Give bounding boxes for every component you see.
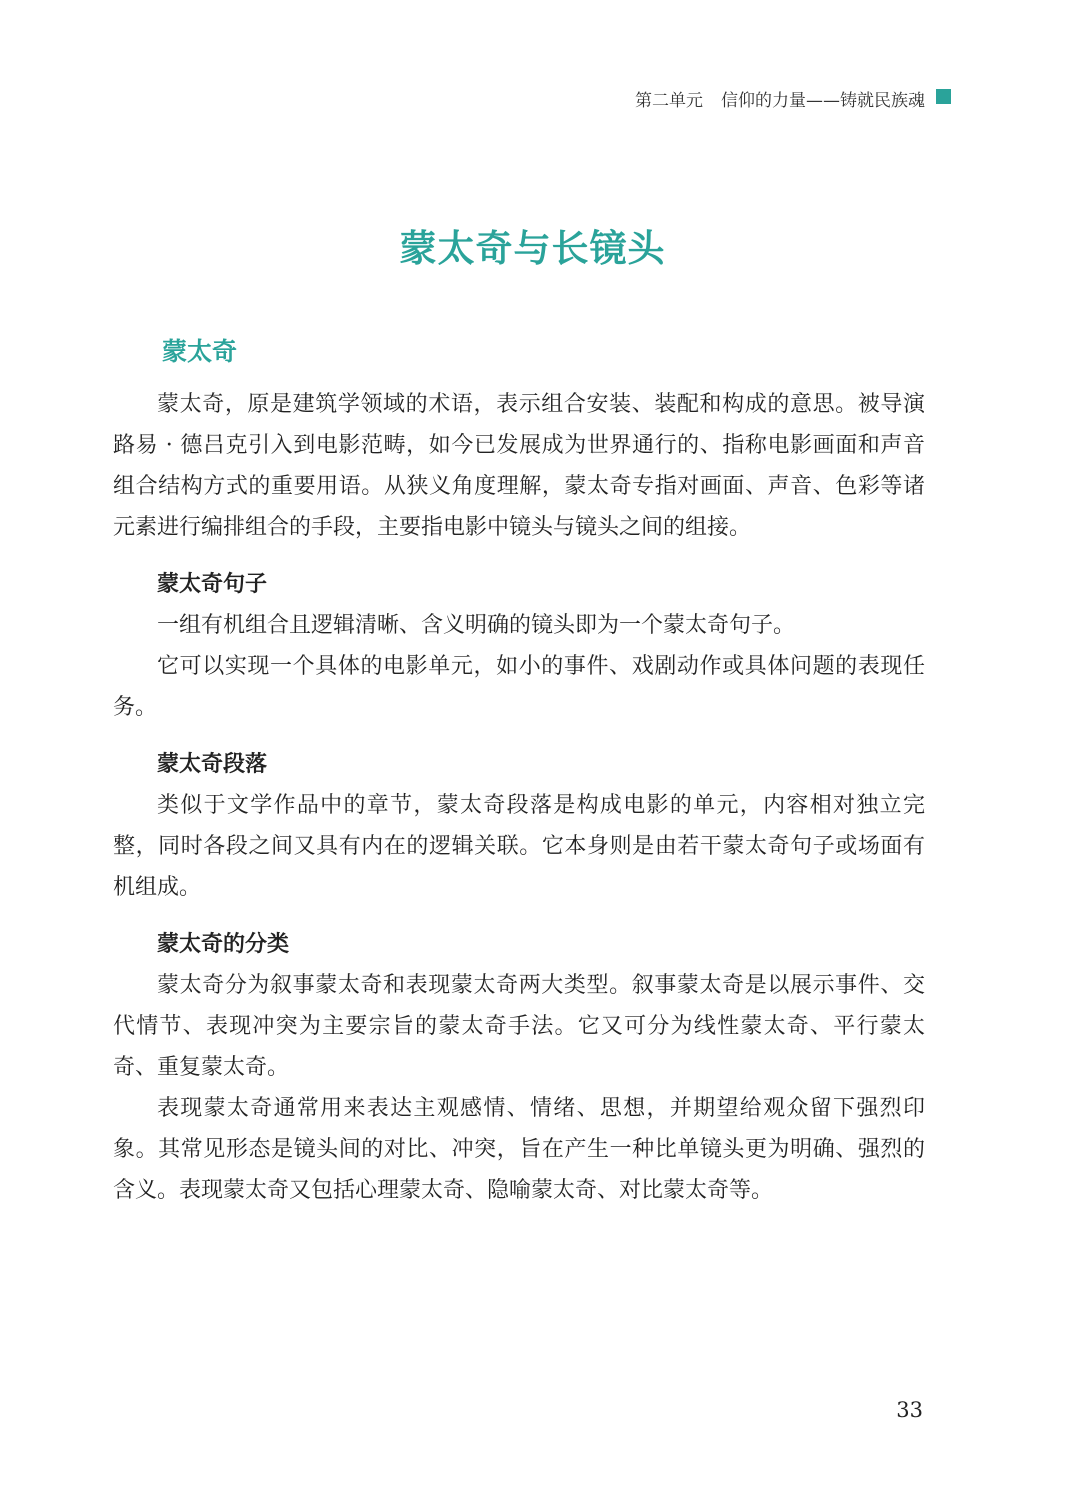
header-subtitle: 信仰的力量——铸就民族魂	[721, 91, 925, 111]
page-title: 蒙太奇与长镜头	[399, 226, 666, 270]
paragraph: 表现蒙太奇通常用来表达主观感情、情绪、思想，并期望给观众留下强烈印象。其常见形态是镜头间的对比、冲突，旨在产生一种比单镜头更为明确、强烈的含义。表现蒙太奇又包括心理蒙太奇、隐喻蒙太奇、对比蒙太奇等。	[113, 1096, 925, 1203]
header-square-icon	[936, 89, 951, 104]
header-unit: 第二单元	[635, 91, 703, 111]
body-content	[113, 384, 925, 1211]
subsection-heading-classification: 蒙太奇的分类	[157, 931, 290, 957]
page-number: 33	[896, 1398, 923, 1422]
paragraph: 它可以实现一个具体的电影单元，如小的事件、戏剧动作或具体问题的表现任务。	[113, 654, 925, 720]
subsection-heading-sentence: 蒙太奇句子	[157, 571, 268, 597]
subsection-heading-segment: 蒙太奇段落	[157, 751, 268, 777]
paragraph: 蒙太奇分为叙事蒙太奇和表现蒙太奇两大类型。叙事蒙太奇是以展示事件、交代情节、表现冲突为主要宗旨的蒙太奇手法。它又可分为线性蒙太奇、平行蒙太奇、重复蒙太奇。	[113, 973, 925, 1080]
paragraph: 类似于文学作品中的章节，蒙太奇段落是构成电影的单元，内容相对独立完整，同时各段之间又具有内在的逻辑关联。它本身则是由若干蒙太奇句子或场面有机组成。	[113, 793, 925, 900]
intro-paragraph: 蒙太奇，原是建筑学领域的术语，表示组合安装、装配和构成的意思。被导演路易 · 德吕克引入到电影范畴，如今已发展成为世界通行的、指称电影画面和声音组合结构方式的重要用语。从狭义角度理解，蒙太奇专指对画面、声音、色彩等诸元素进行编排组合的手段，主要指电影中镜头与镜头之间的组接。	[113, 392, 925, 540]
paragraph: 一组有机组合且逻辑清晰、含义明确的镜头即为一个蒙太奇句子。	[157, 613, 796, 638]
section-heading: 蒙太奇	[162, 337, 238, 366]
running-header	[635, 86, 925, 111]
